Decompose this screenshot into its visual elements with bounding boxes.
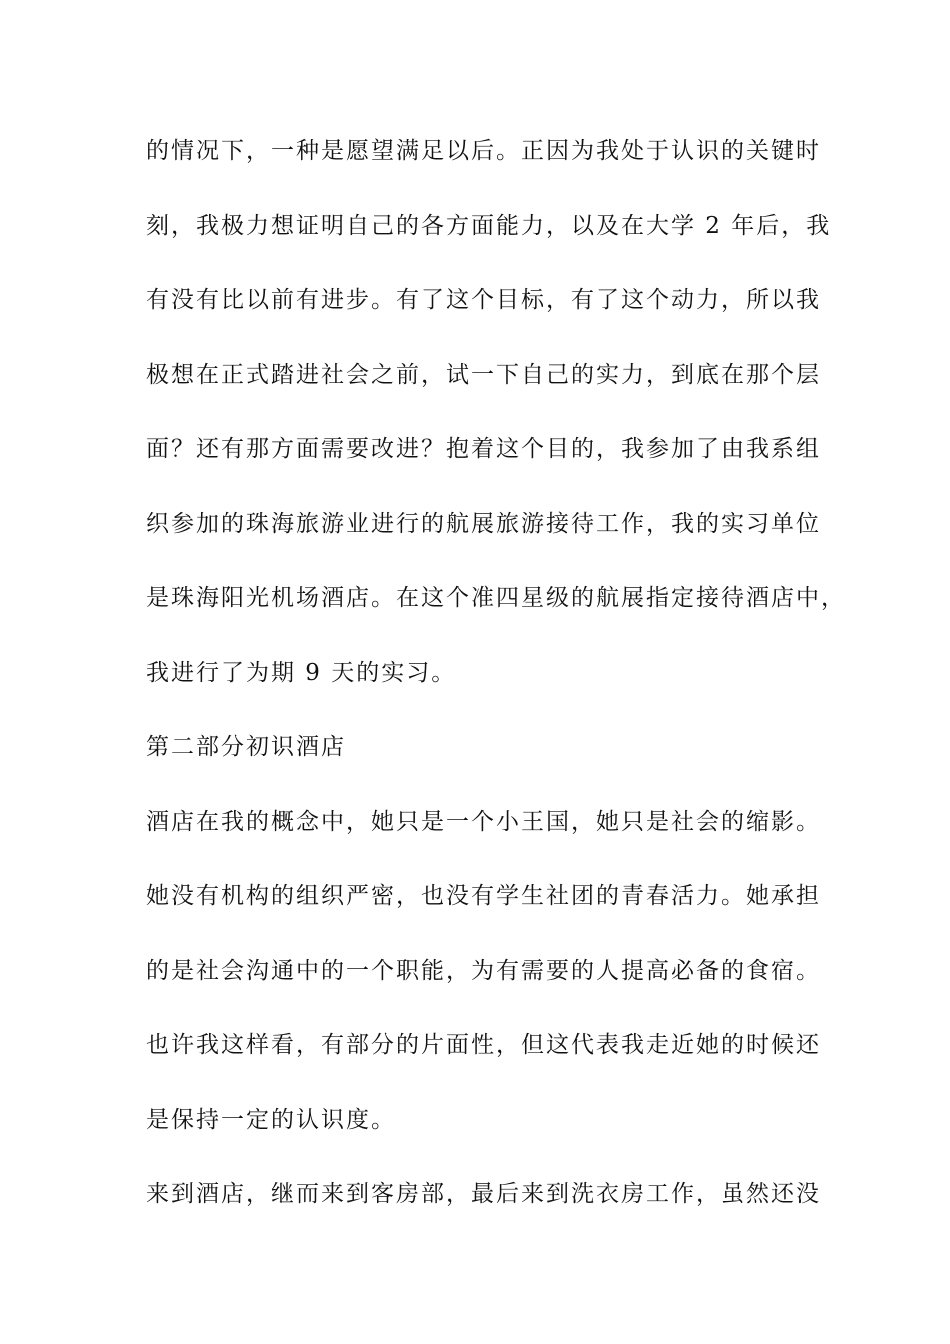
text-line: 酒店在我的概念中，她只是一个小王国，她只是社会的缩影。	[146, 808, 821, 835]
text-line: 是保持一定的认识度。	[146, 1106, 396, 1133]
text-line: 织参加的珠海旅游业进行的航展旅游接待工作，我的实习单位	[146, 510, 821, 537]
text-line: 刻，我极力想证明自己的各方面能力，以及在大学 2 年后，我	[146, 212, 832, 239]
text-line: 是珠海阳光机场酒店。在这个准四星级的航展指定接待酒店中，	[146, 585, 846, 611]
text-line: 极想在正式踏进社会之前，试一下自己的实力，到底在那个层	[146, 361, 821, 388]
text-line: 来到酒店，继而来到客房部，最后来到洗衣房工作，虽然还没	[146, 1181, 821, 1207]
text-line: 我进行了为期 9 天的实习。	[146, 659, 457, 686]
text-line: 有没有比以前有进步。有了这个目标，有了这个动力，所以我	[146, 287, 821, 313]
text-line: 的情况下，一种是愿望满足以后。正因为我处于认识的关键时	[146, 138, 821, 164]
text-line: 她没有机构的组织严密，也没有学生社团的青春活力。她承担	[146, 883, 821, 909]
text-line: 的是社会沟通中的一个职能，为有需要的人提高必备的食宿。	[146, 957, 821, 984]
text-line: 也许我这样看，有部分的片面性，但这代表我走近她的时候还	[146, 1032, 821, 1058]
document-body	[146, 128, 846, 1246]
section-heading: 第二部分初识酒店	[146, 734, 346, 760]
text-line: 面？还有那方面需要改进？抱着这个目的，我参加了由我系组	[146, 436, 821, 462]
